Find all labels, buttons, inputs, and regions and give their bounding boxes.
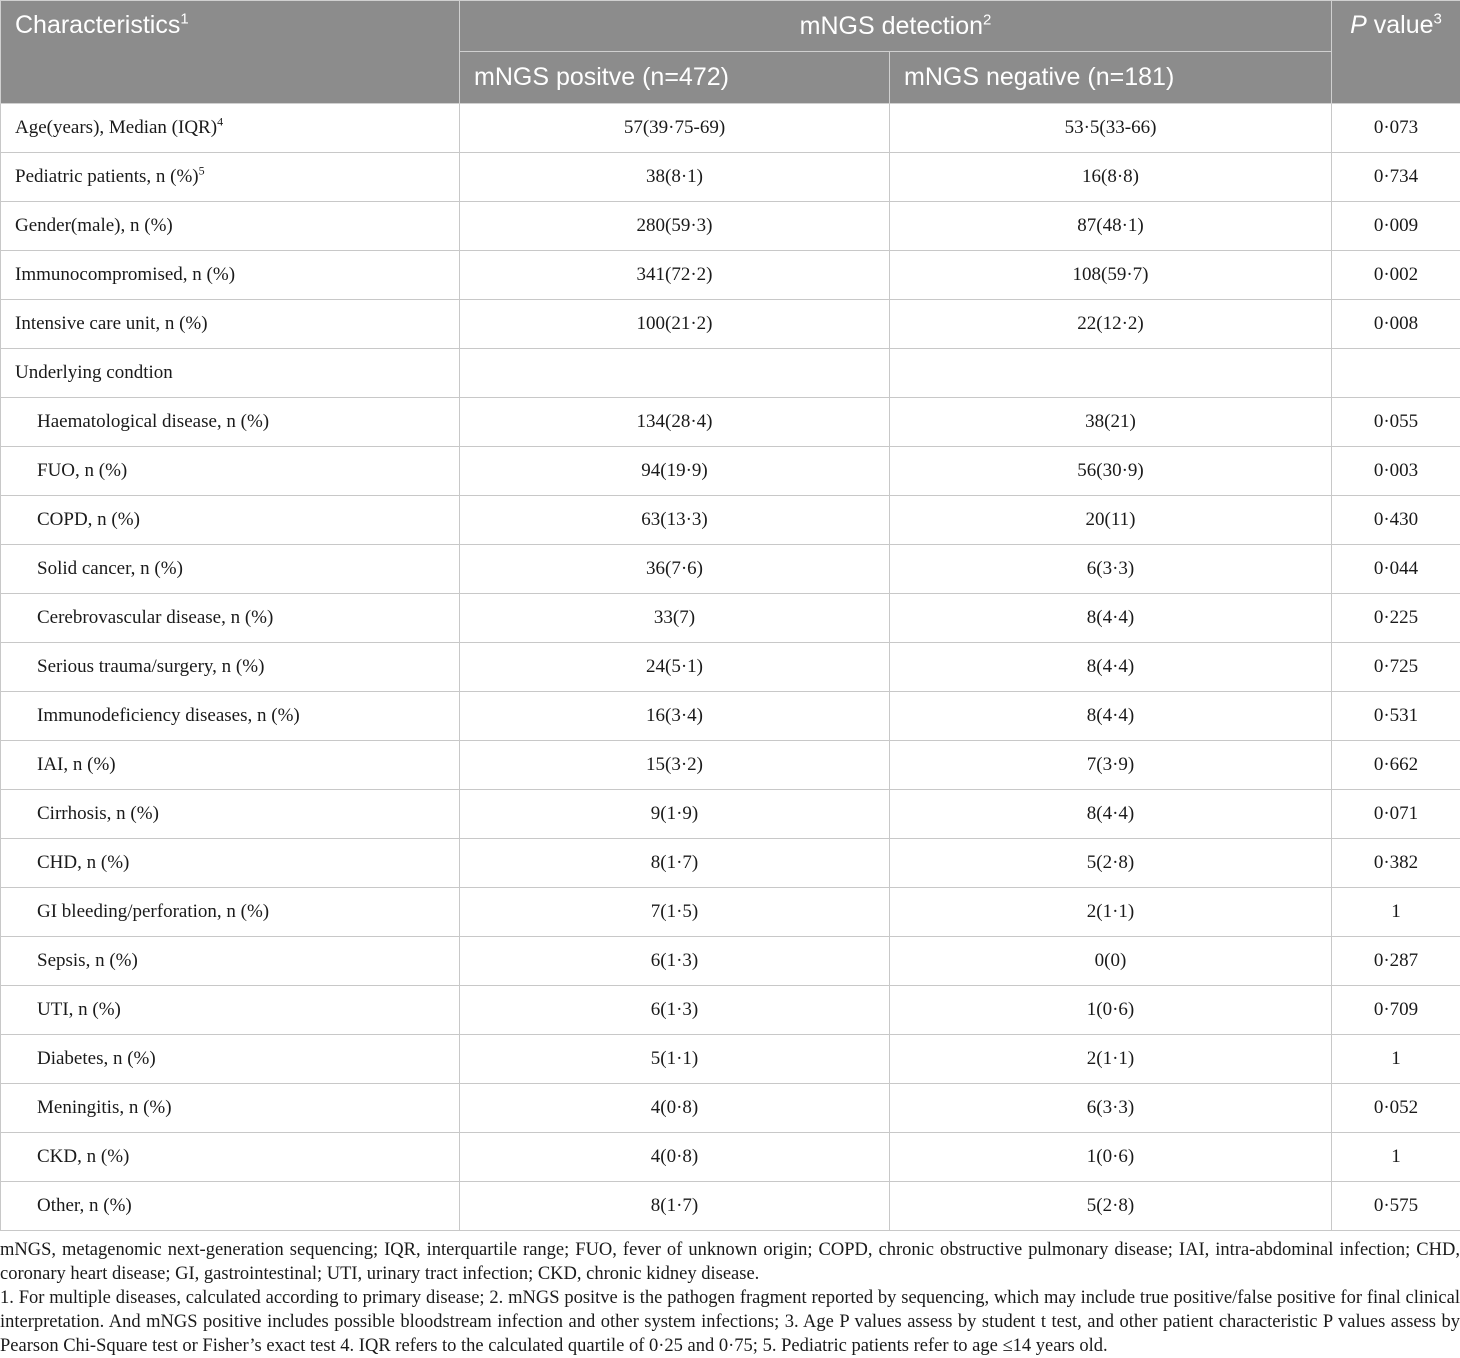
- header-p-italic: P: [1350, 11, 1367, 39]
- mngs-positive-cell: 341(72·2): [460, 251, 890, 300]
- table-row: [1, 153, 1460, 202]
- row-label-cell: [1, 1133, 460, 1182]
- row-label-cell: [1, 839, 460, 888]
- p-value-cell: 1: [1332, 888, 1460, 937]
- row-label-cell: [1, 1035, 460, 1084]
- table-row: [1, 349, 1460, 398]
- row-label: Underlying condtion: [15, 362, 173, 383]
- row-label-cell: [1, 937, 460, 986]
- row-label: IAI, n (%): [37, 754, 116, 775]
- mngs-negative-cell: 108(59·7): [890, 251, 1332, 300]
- header-characteristics-label: Characteristics: [15, 11, 180, 39]
- table-row: [1, 1133, 1460, 1182]
- table-body: [1, 104, 1460, 1231]
- p-value-cell: 0·055: [1332, 398, 1460, 447]
- table-row: [1, 300, 1460, 349]
- row-label-cell: [1, 692, 460, 741]
- mngs-negative-cell: 8(4·4): [890, 692, 1332, 741]
- p-value-cell: 0·430: [1332, 496, 1460, 545]
- p-value-cell: 0·003: [1332, 447, 1460, 496]
- row-label: CKD, n (%): [37, 1146, 129, 1167]
- p-value-cell: [1332, 349, 1460, 398]
- mngs-negative-cell: 1(0·6): [890, 1133, 1332, 1182]
- row-label-cell: [1, 888, 460, 937]
- table-row: [1, 937, 1460, 986]
- p-value-cell: 0·734: [1332, 153, 1460, 202]
- p-value-cell: 0·071: [1332, 790, 1460, 839]
- p-value-cell: 0·382: [1332, 839, 1460, 888]
- table-row: [1, 741, 1460, 790]
- row-label-cell: [1, 496, 460, 545]
- row-label: Solid cancer, n (%): [37, 558, 183, 579]
- mngs-positive-cell: 134(28·4): [460, 398, 890, 447]
- row-label-cell: [1, 643, 460, 692]
- row-label-cell: [1, 398, 460, 447]
- row-label: Cerebrovascular disease, n (%): [37, 607, 273, 628]
- p-value-cell: 0·709: [1332, 986, 1460, 1035]
- mngs-negative-cell: 5(2·8): [890, 1182, 1332, 1231]
- table-row: [1, 1035, 1460, 1084]
- mngs-positive-cell: 9(1·9): [460, 790, 890, 839]
- row-label-cell: [1, 545, 460, 594]
- p-value-cell: 0·044: [1332, 545, 1460, 594]
- table-row: [1, 594, 1460, 643]
- p-value-cell: 0·008: [1332, 300, 1460, 349]
- mngs-negative-cell: 22(12·2): [890, 300, 1332, 349]
- mngs-negative-cell: 56(30·9): [890, 447, 1332, 496]
- p-value-cell: 1: [1332, 1035, 1460, 1084]
- table-row: [1, 1084, 1460, 1133]
- table-row: [1, 398, 1460, 447]
- row-label-cell: [1, 349, 460, 398]
- mngs-positive-cell: 15(3·2): [460, 741, 890, 790]
- row-label-cell: [1, 300, 460, 349]
- mngs-negative-cell: 8(4·4): [890, 643, 1332, 692]
- mngs-positive-cell: 33(7): [460, 594, 890, 643]
- row-label-cell: [1, 251, 460, 300]
- row-label-cell: [1, 104, 460, 153]
- mngs-positive-cell: 8(1·7): [460, 839, 890, 888]
- row-label: COPD, n (%): [37, 509, 140, 530]
- mngs-negative-cell: 6(3·3): [890, 545, 1332, 594]
- row-label: UTI, n (%): [37, 999, 121, 1020]
- mngs-negative-cell: 0(0): [890, 937, 1332, 986]
- p-value-cell: 0·725: [1332, 643, 1460, 692]
- row-label: Intensive care unit, n (%): [15, 313, 208, 334]
- row-label: Immunodeficiency diseases, n (%): [37, 705, 300, 726]
- mngs-positive-cell: 6(1·3): [460, 937, 890, 986]
- mngs-negative-cell: 38(21): [890, 398, 1332, 447]
- row-label: Meningitis, n (%): [37, 1097, 172, 1118]
- mngs-positive-cell: 36(7·6): [460, 545, 890, 594]
- row-label: Cirrhosis, n (%): [37, 803, 159, 824]
- row-label-cell: [1, 1084, 460, 1133]
- header-characteristics-sup: 1: [180, 11, 188, 28]
- mngs-positive-cell: 7(1·5): [460, 888, 890, 937]
- table-row: [1, 1182, 1460, 1231]
- mngs-negative-cell: 8(4·4): [890, 790, 1332, 839]
- mngs-negative-cell: 1(0·6): [890, 986, 1332, 1035]
- mngs-negative-cell: 87(48·1): [890, 202, 1332, 251]
- table-footnotes: [0, 1231, 1460, 1358]
- mngs-negative-cell: 2(1·1): [890, 1035, 1332, 1084]
- header-p-value: [1332, 1, 1460, 104]
- mngs-negative-cell: 20(11): [890, 496, 1332, 545]
- mngs-positive-cell: 94(19·9): [460, 447, 890, 496]
- table-row: [1, 251, 1460, 300]
- mngs-negative-cell: 53·5(33-66): [890, 104, 1332, 153]
- mngs-positive-cell: 5(1·1): [460, 1035, 890, 1084]
- header-mngs-detection: [460, 1, 1332, 52]
- row-label-cell: [1, 594, 460, 643]
- mngs-positive-cell: 24(5·1): [460, 643, 890, 692]
- header-detection-label: mNGS detection: [800, 12, 983, 40]
- mngs-positive-cell: 4(0·8): [460, 1084, 890, 1133]
- p-value-cell: 0·073: [1332, 104, 1460, 153]
- p-value-cell: 0·531: [1332, 692, 1460, 741]
- row-label: Immunocompromised, n (%): [15, 264, 235, 285]
- mngs-positive-cell: 6(1·3): [460, 986, 890, 1035]
- mngs-positive-cell: 38(8·1): [460, 153, 890, 202]
- p-value-cell: 1: [1332, 1133, 1460, 1182]
- table-row: [1, 104, 1460, 153]
- mngs-negative-cell: 2(1·1): [890, 888, 1332, 937]
- p-value-cell: 0·052: [1332, 1084, 1460, 1133]
- header-p-rest: value: [1367, 11, 1434, 39]
- mngs-negative-cell: 6(3·3): [890, 1084, 1332, 1133]
- p-value-cell: 0·575: [1332, 1182, 1460, 1231]
- row-label-cell: [1, 1182, 460, 1231]
- row-label: CHD, n (%): [37, 852, 129, 873]
- row-label: Gender(male), n (%): [15, 215, 173, 236]
- mngs-negative-cell: [890, 349, 1332, 398]
- row-label: FUO, n (%): [37, 460, 127, 481]
- mngs-positive-cell: [460, 349, 890, 398]
- p-value-cell: 0·662: [1332, 741, 1460, 790]
- header-characteristics: [1, 1, 460, 104]
- table-row: [1, 496, 1460, 545]
- mngs-positive-cell: 16(3·4): [460, 692, 890, 741]
- mngs-negative-cell: 7(3·9): [890, 741, 1332, 790]
- table-row: [1, 447, 1460, 496]
- mngs-negative-cell: 8(4·4): [890, 594, 1332, 643]
- mngs-negative-cell: 16(8·8): [890, 153, 1332, 202]
- p-value-cell: 0·287: [1332, 937, 1460, 986]
- p-value-cell: 0·225: [1332, 594, 1460, 643]
- row-label-cell: [1, 790, 460, 839]
- mngs-positive-cell: 57(39·75-69): [460, 104, 890, 153]
- table-row: [1, 643, 1460, 692]
- row-label: Haematological disease, n (%): [37, 411, 269, 432]
- header-p-sup: 3: [1434, 11, 1442, 28]
- mngs-positive-cell: 4(0·8): [460, 1133, 890, 1182]
- footnote-abbreviations: mNGS, metagenomic next-generation sequencing; IQR, interquartile range; FUO, fever of unknown origin; COPD, chronic obstructive pulmonary disease; IAI, intra-abdominal infection; CHD, coronary heart disease; GI, gastrointestinal; UTI, urinary tract infection; CKD, chronic kidney disease.: [0, 1238, 1460, 1286]
- mngs-positive-cell: 280(59·3): [460, 202, 890, 251]
- header-detection-sup: 2: [983, 11, 991, 28]
- row-label-cell: [1, 202, 460, 251]
- footnote-numbered-notes: 1. For multiple diseases, calculated according to primary disease; 2. mNGS positve is the pathogen fragment reported by sequencing, which may include true positive/false positive for final clinical interpretation. And mNGS positive includes possible bloodstream infection and other system infections; 3. Age P values assess by student t test, and other patient characteristic P values assess by Pearson Chi-Square test or Fisher’s exact test 4. IQR refers to the calculated quartile of 0·25 and 0·75; 5. Pediatric patients refer to age ≤14 years old.: [0, 1286, 1460, 1358]
- table-row: [1, 888, 1460, 937]
- row-label: Other, n (%): [37, 1195, 132, 1216]
- p-value-cell: 0·009: [1332, 202, 1460, 251]
- row-label-cell: [1, 741, 460, 790]
- table-row: [1, 839, 1460, 888]
- table-row: [1, 202, 1460, 251]
- row-label-sup: 5: [199, 164, 205, 178]
- table-row: [1, 545, 1460, 594]
- row-label-cell: [1, 986, 460, 1035]
- row-label: Serious trauma/surgery, n (%): [37, 656, 264, 677]
- mngs-positive-cell: 100(21·2): [460, 300, 890, 349]
- table-header: [1, 1, 1460, 104]
- table-row: [1, 790, 1460, 839]
- row-label: Age(years), Median (IQR): [15, 117, 217, 138]
- row-label-cell: [1, 447, 460, 496]
- table-row: [1, 692, 1460, 741]
- mngs-positive-cell: 63(13·3): [460, 496, 890, 545]
- header-mngs-positive: mNGS positve (n=472): [460, 52, 890, 104]
- table-row: [1, 986, 1460, 1035]
- row-label: Diabetes, n (%): [37, 1048, 156, 1069]
- mngs-positive-cell: 8(1·7): [460, 1182, 890, 1231]
- row-label: Pediatric patients, n (%): [15, 166, 199, 187]
- row-label-sup: 4: [217, 115, 223, 129]
- header-mngs-negative: mNGS negative (n=181): [890, 52, 1332, 104]
- row-label: GI bleeding/perforation, n (%): [37, 901, 269, 922]
- row-label: Sepsis, n (%): [37, 950, 138, 971]
- p-value-cell: 0·002: [1332, 251, 1460, 300]
- row-label-cell: [1, 153, 460, 202]
- mngs-negative-cell: 5(2·8): [890, 839, 1332, 888]
